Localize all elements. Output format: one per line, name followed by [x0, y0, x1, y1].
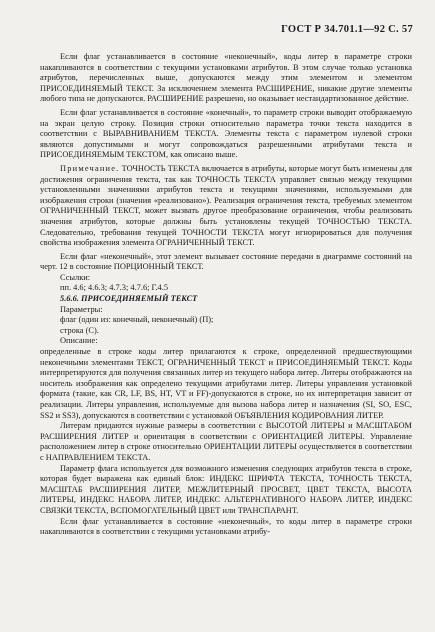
refs-items: пп. 4.6; 4.6.3; 4.7.3; 4.7.6; Г.4.5: [60, 283, 169, 293]
paragraph: Если флаг устанавливается в состояние «неконечный», то коды литер в параметре строки накапливаются в соответствии с текущими установками атрибу-: [40, 516, 412, 537]
paragraph: Параметр флага используется для возможного изменения следующих атрибутов текста в строке, которая будет выражена как единый блок: ИНДЕКС ШРИФТА ТЕКСТА, ТОЧНОСТЬ ТЕКСТА, МАСШТАБ РАСШИРЕНИЯ ЛИТЕР, МЕЖЛИТЕРНЫЙ ПРОСВЕТ, ЦВЕТ ТЕКСТА, ВЫСОТА ЛИТЕРЫ, ИНДЕКС НАБОРА ЛИТЕР, ИНДЕКС АЛЬТЕРНАТИВНОГО НАБОРА ЛИТЕР, ИНДЕКС СВЯЗКИ ТЕКСТА, ВСПОМОГАТЕЛЬНЫЙ ЦВЕТ или ТРАНСПАРАНТ.: [40, 463, 412, 515]
page-header: ГОСТ Р 34.701.1—92 С. 57: [281, 24, 413, 35]
note-text: ТОЧНОСТЬ ТЕКСТА включается в атрибуты, которые могут быть изменены для достижения ограничения текста, так как ТОЧНОСТЬ ТЕКСТА управляет связью между текущими установленными значениями атрибутов текста и текущими значениями, используемыми для изображения строки (значения «реализовано»). Реализация ограничения текста, требуемых элементом ОГРАНИЧЕННЫЙ ТЕКСТ, может вызвать другое преобразование ограничения, чтобы реализовать значения атрибутов, которые должны быть установлены текущей ТОЧНОСТЬЮ ТЕКСТА. Следовательно, требования текущей ТОЧНОСТИ ТЕКСТА могут игнорироваться для получения свойства изображения элемента ОГРАНИЧЕННЫЙ ТЕКСТ.: [40, 163, 412, 248]
paragraph: Если флаг устанавливается в состояние «неконечный», коды литер в параметре строки накапливаются в соответствии с текущими установками атрибутов. В этом случае только установка атрибутов, перечисленных выше, допускаются между этим элементом и элементом ПРИСОЕДИНЯЕМЫЙ ТЕКСТ. За исключением элемента РАСШИРЕНИЕ, никакие другие элементы любого типа не допускаются. РАСШИРЕНИЕ разрешено, но оказывает нестандартизованное действие.: [40, 52, 412, 104]
description-text: определенные в строке коды литер прилагаются к строке, определенной предшествующими неконечными элементами ТЕКСТ, ОГРАНИЧЕННЫЙ ТЕКСТ и ПРИСОЕДИНЯЕМЫЙ ТЕКСТ. Коды интерпретируются для получения связанных литер из текущего набора литер. Литеры отображаются на носитель изображения как определено текущими атрибутами литер. Литеры управления установкой формата (такие, как CR, LF, BS, HT, VT и FF)-допускаются в строке, но их интерпретация зависит от реализации. Литеры управления, используемые для вызова набора литер и назначения (SI, SO, ESC, SS2 и SS3), допускаются в соответствии с установкой ОБЪЯВЛЕНИЯ КОДИРОВАНИЯ ЛИТЕР.: [40, 347, 412, 420]
paragraph: Литерам придаются нужные размеры в соответствии с ВЫСОТОЙ ЛИТЕРЫ и МАСШТАБОМ РАСШИРЕНИЯ ЛИТЕР и ориентация в соответствии с ОРИЕНТАЦИЕЙ ЛИТЕРЫ. Управление расположением литер в строке относительно ОРИЕНТАЦИИ ЛИТЕРЫ осуществляется в соответствии с НАПРАВЛЕНИЕМ ТЕКСТА.: [40, 421, 412, 462]
note-label: Примечание.: [60, 163, 120, 173]
note-paragraph: [40, 164, 412, 249]
param-string: строка (С).: [60, 325, 99, 335]
description-label: Описание:: [60, 336, 98, 346]
paragraph: Если флаг устанавливается в состояние «конечный», то параметр строки выводит отображаемую на экран целую строку. Позиция строки относительно параметра точки текста находится в соответствии с ВЫРАВНИВАНИЕМ ТЕКСТА. Элементы текста с параметром нулевой строки являются допустимыми и могут сопровождаться разрешенными атрибутами текста и ПРИСОЕДИНЯЕМЫМ ТЕКСТОМ, как описано выше.: [40, 107, 412, 160]
refs-label: Ссылки:: [60, 272, 91, 282]
page-body: [40, 52, 412, 538]
paragraph: Если флаг «неконечный», этот элемент вызывает состояние передачи в диаграмме состояний на черт. 12 в состояние ПОРЦИОННЫЙ ТЕКСТ.: [40, 251, 412, 272]
section-title: 5.6.6. ПРИСОЕДИНЯЕМЫЙ ТЕКСТ: [60, 294, 198, 304]
params-label: Параметры:: [60, 304, 103, 314]
param-flag: флаг (один из: конечный, неконечный) (П);: [60, 315, 214, 325]
